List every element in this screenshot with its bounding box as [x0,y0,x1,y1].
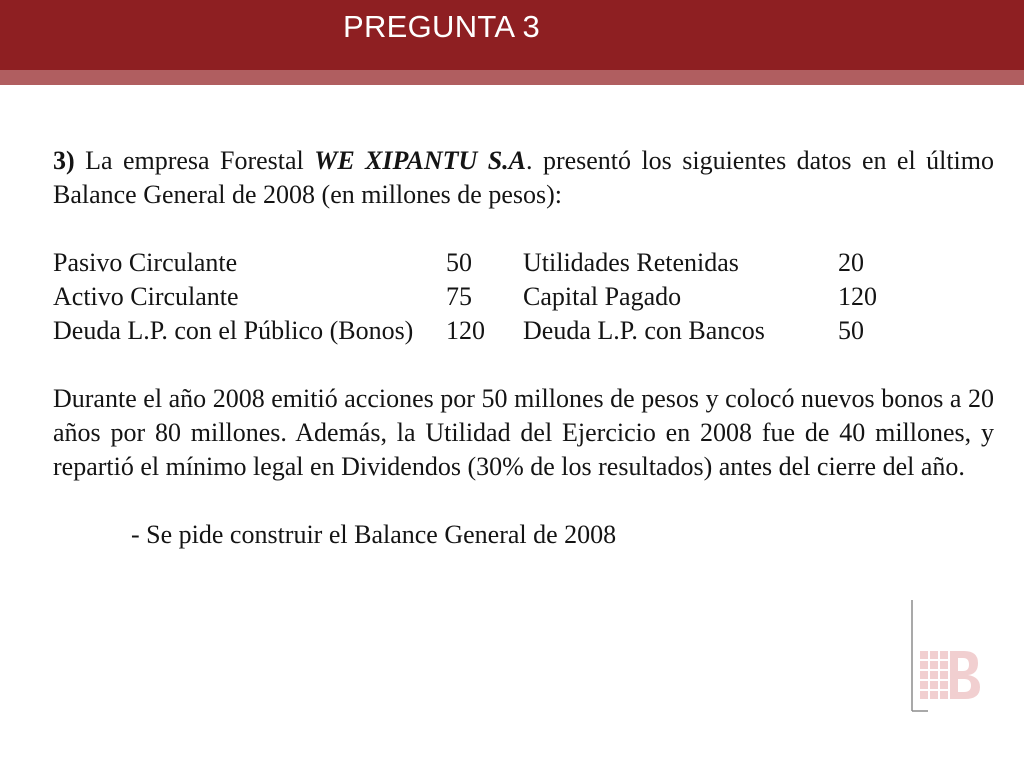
item-value: 20 [838,248,864,277]
item-value: 120 [446,316,485,345]
table-row [53,314,918,348]
item-value: 120 [838,282,877,311]
item-value: 50 [446,248,472,277]
question-number: 3) [53,146,75,175]
body-paragraph: Durante el año 2008 emitió acciones por 50 millones de pesos y colocó nuevos bonos a 20 años por 80 millones. Además, la Utilidad del Ejercicio en 2008 fue de 40 millones, y repartió el mínimo legal en Dividendos (30% de los resultados) antes del cierre del año. [53,384,994,481]
intro-text-before: La empresa Forestal [74,146,315,175]
table-row [53,280,918,314]
slide-title: PREGUNTA 3 [343,9,541,44]
item-label: Activo Circulante [53,282,239,311]
header-strip [0,70,1024,85]
item-label: Utilidades Retenidas [523,248,739,277]
ib-logo-icon [908,598,988,718]
table-row [53,246,918,280]
balance-data-table [53,246,918,348]
company-name: WE XIPANTU S.A [314,146,527,175]
intro-text-after: . presentó los siguientes datos en el último Balance General de 2008 (en millones de pesos): [53,146,995,209]
slide-content [53,144,994,552]
item-label: Deuda L.P. con el Público (Bonos) [53,316,414,345]
item-label: Pasivo Circulante [53,248,238,277]
item-value: 50 [838,316,864,345]
item-label: Capital Pagado [523,282,682,311]
intro-paragraph [53,144,994,212]
item-label: Deuda L.P. con Bancos [523,316,765,345]
task-line: - Se pide construir el Balance General de 2008 [131,520,617,549]
item-value: 75 [446,282,472,311]
